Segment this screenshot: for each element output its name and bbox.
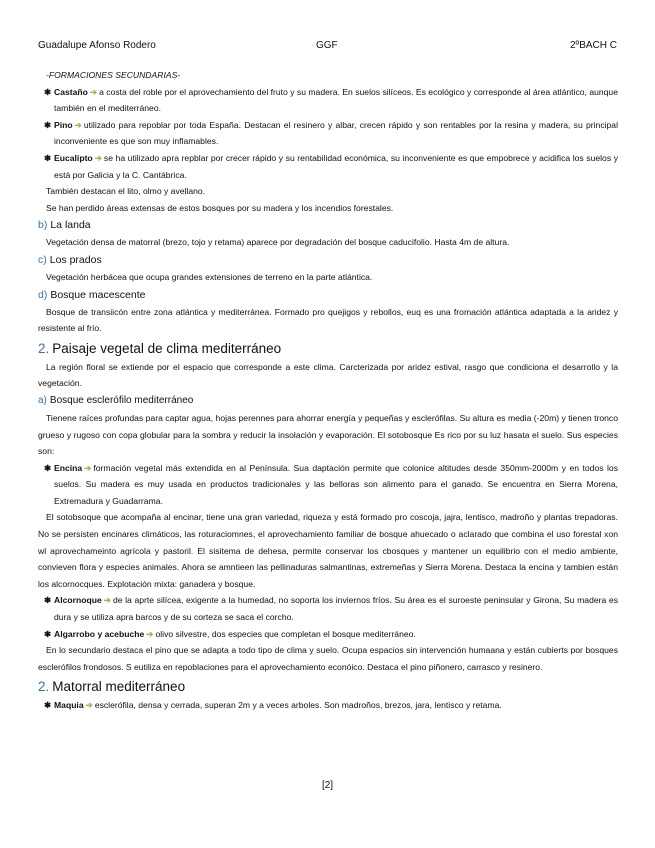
paragraph: Tienene raíces profundas para captar agua, hojas perennes para ahorrar energía y pequeñas y esclerófilas. Su altura es media (-20m) y tienen tronco grueso y rugoso con copa globular para la sombra y reducir la insolación y evaporación. El sotobosque Es rico por su luz hasata el suelo. Sus especies son: xyxy=(38,412,618,457)
arrow-icon: ➔ xyxy=(94,152,102,163)
bullet-eucalipto: ✱ Eucalipto ➔ se ha utilizado apra repblar por crecer rápido y su rentabilidad económica, su inconveniente es que empobrece y acidifica los suelos y está por Galicia y la C. Cantábrica. xyxy=(44,152,618,180)
bullet-encina: ✱ Encina ➔ formación vegetal más extendida en al Península. Sua daptación permite que colonice altitudes desde 350mm-2000m y en todos los suelos. Su madera es muy usada en productos tradicionales y las belloras son alimento para el ganado. Se encuentra en Sierra Morena, Extremadura y Guadarrama. xyxy=(44,462,618,506)
paragraph: Vegetación densa de matorral (brezo, tojo y retama) aparece por degradación del bosque caducifolio. Hasta 4m de altura. xyxy=(46,237,510,248)
header-class: 2ºBACH C xyxy=(570,40,617,51)
paragraph: El sotobsoque que acompaña al encinar, tiene una gran variedad, riqueza y está formado pro coscoja, jajra, lentisco, madroño y plantas trepadoras. No se persisten encinares climáticos, las roturaciomnes, el aprovechamiento familiar de bosque ahuecado o aclarado que combina el uso forestal xon wl aprovechameinto agrícola y pastoril. El sisitema de dehesa, permite conservar los cbosques y mantener un equilibrio con el medio ambiente, convieven flora y especies animales. Ahora se amntieen las pellinaduras salmantinas, extremeñas y Sierra Morena. Destaca la encina y tambien están los alcornocques. Explotación mixta: ganadera y bosque. xyxy=(38,512,618,589)
arrow-icon: ➔ xyxy=(103,595,111,606)
section-heading-landa: b) La landa xyxy=(38,219,91,232)
paragraph: La región floral se extiende por el espacio que corresponde a este clima. Carcterizada por aridez estival, rasgo que condiciona el desarrollo y la vegetación. xyxy=(38,361,618,389)
document-body xyxy=(38,67,618,714)
bullet-alcornoque: ✱ Alcornoque ➔ de la aprte silícea, exigente a la humedad, no soporta los inviernos fríos. Su área es el suroeste peninsular y Girona, Su madera es dura y se utiliza apra barcos y de su corteza se saca el corcho. xyxy=(44,595,618,623)
bullet-pino: ✱ Pino ➔ utilizado para repoblar por toda España. Destacan el resinero y albar, crecen rápido y son rentables por la resina y madera, su principal inconveniente es que son muy inflamables. xyxy=(44,119,618,147)
section-heading-mediterraneo: 2. Paisaje vegetal de clima mediterráneo xyxy=(38,340,282,356)
header-author: Guadalupe Afonso Rodero xyxy=(38,40,156,51)
bullet-maquia: ✱ Maquia ➔ esclerófila, densa y cerrada, superan 2m y a veces arboles. Son madroños, brezos, jara, lentisco y retama. xyxy=(44,700,502,711)
paragraph: Vegetación herbácea que ocupa grandes extensiones de terreno en la parte atlántica. xyxy=(46,271,373,282)
arrow-icon: ➔ xyxy=(84,462,92,473)
arrow-icon: ➔ xyxy=(89,86,98,97)
section-heading-prados: c) Los prados xyxy=(38,253,102,266)
section-heading-macescente: d) Bosque macescente xyxy=(38,288,146,301)
subheading: -FORMACIONES SECUNDARIAS- xyxy=(46,70,181,80)
paragraph: En lo secundario destaca el pino que se adapta a todo tipo de clima y suelo. Ocupa espacios sin intervención humaana y están cubierts por bosques esclerófilos frondosos. S eutiliza en repoblaciones para el aprovechamiento econóico. Destaca el pino piñonero, carrasco y resinero. xyxy=(38,645,618,672)
page-number: [2] xyxy=(321,780,334,791)
paragraph: Se han perdido áreas extensas de estos bosques por su madera y los incendios forestales. xyxy=(46,202,394,213)
arrow-icon: ➔ xyxy=(74,119,82,130)
section-heading-esclerofilo: a) Bosque esclerófilo mediterráneo xyxy=(38,394,194,406)
section-heading-matorral: 2. Matorral mediterráneo xyxy=(38,679,186,695)
bullet-algarrobo: ✱ Algarrobo y acebuche ➔ olivo silvestre, dos especies que completan el bosque mediterráneo. xyxy=(44,628,416,639)
bullet-castano: ✱ Castaño ➔ a costa del roble por el aprovechamiento del fruto y su madera. En suelos silíceos. Es ecológico y corresponde al área atlántico, aunque también en el mediterráneo. xyxy=(44,86,618,114)
arrow-icon: ➔ xyxy=(146,628,154,639)
header-subject: GGF xyxy=(316,40,338,51)
paragraph: También destacan el lito, olmo y avellano. xyxy=(46,186,206,197)
paragraph: Bosque de transiicón entre zona atlántica y mediterránea. Formado pro quejigos y rebollos, euq es una fromación atlántica adaptada a la aridez y resistente al frío. xyxy=(38,306,618,334)
arrow-icon: ➔ xyxy=(85,700,93,711)
